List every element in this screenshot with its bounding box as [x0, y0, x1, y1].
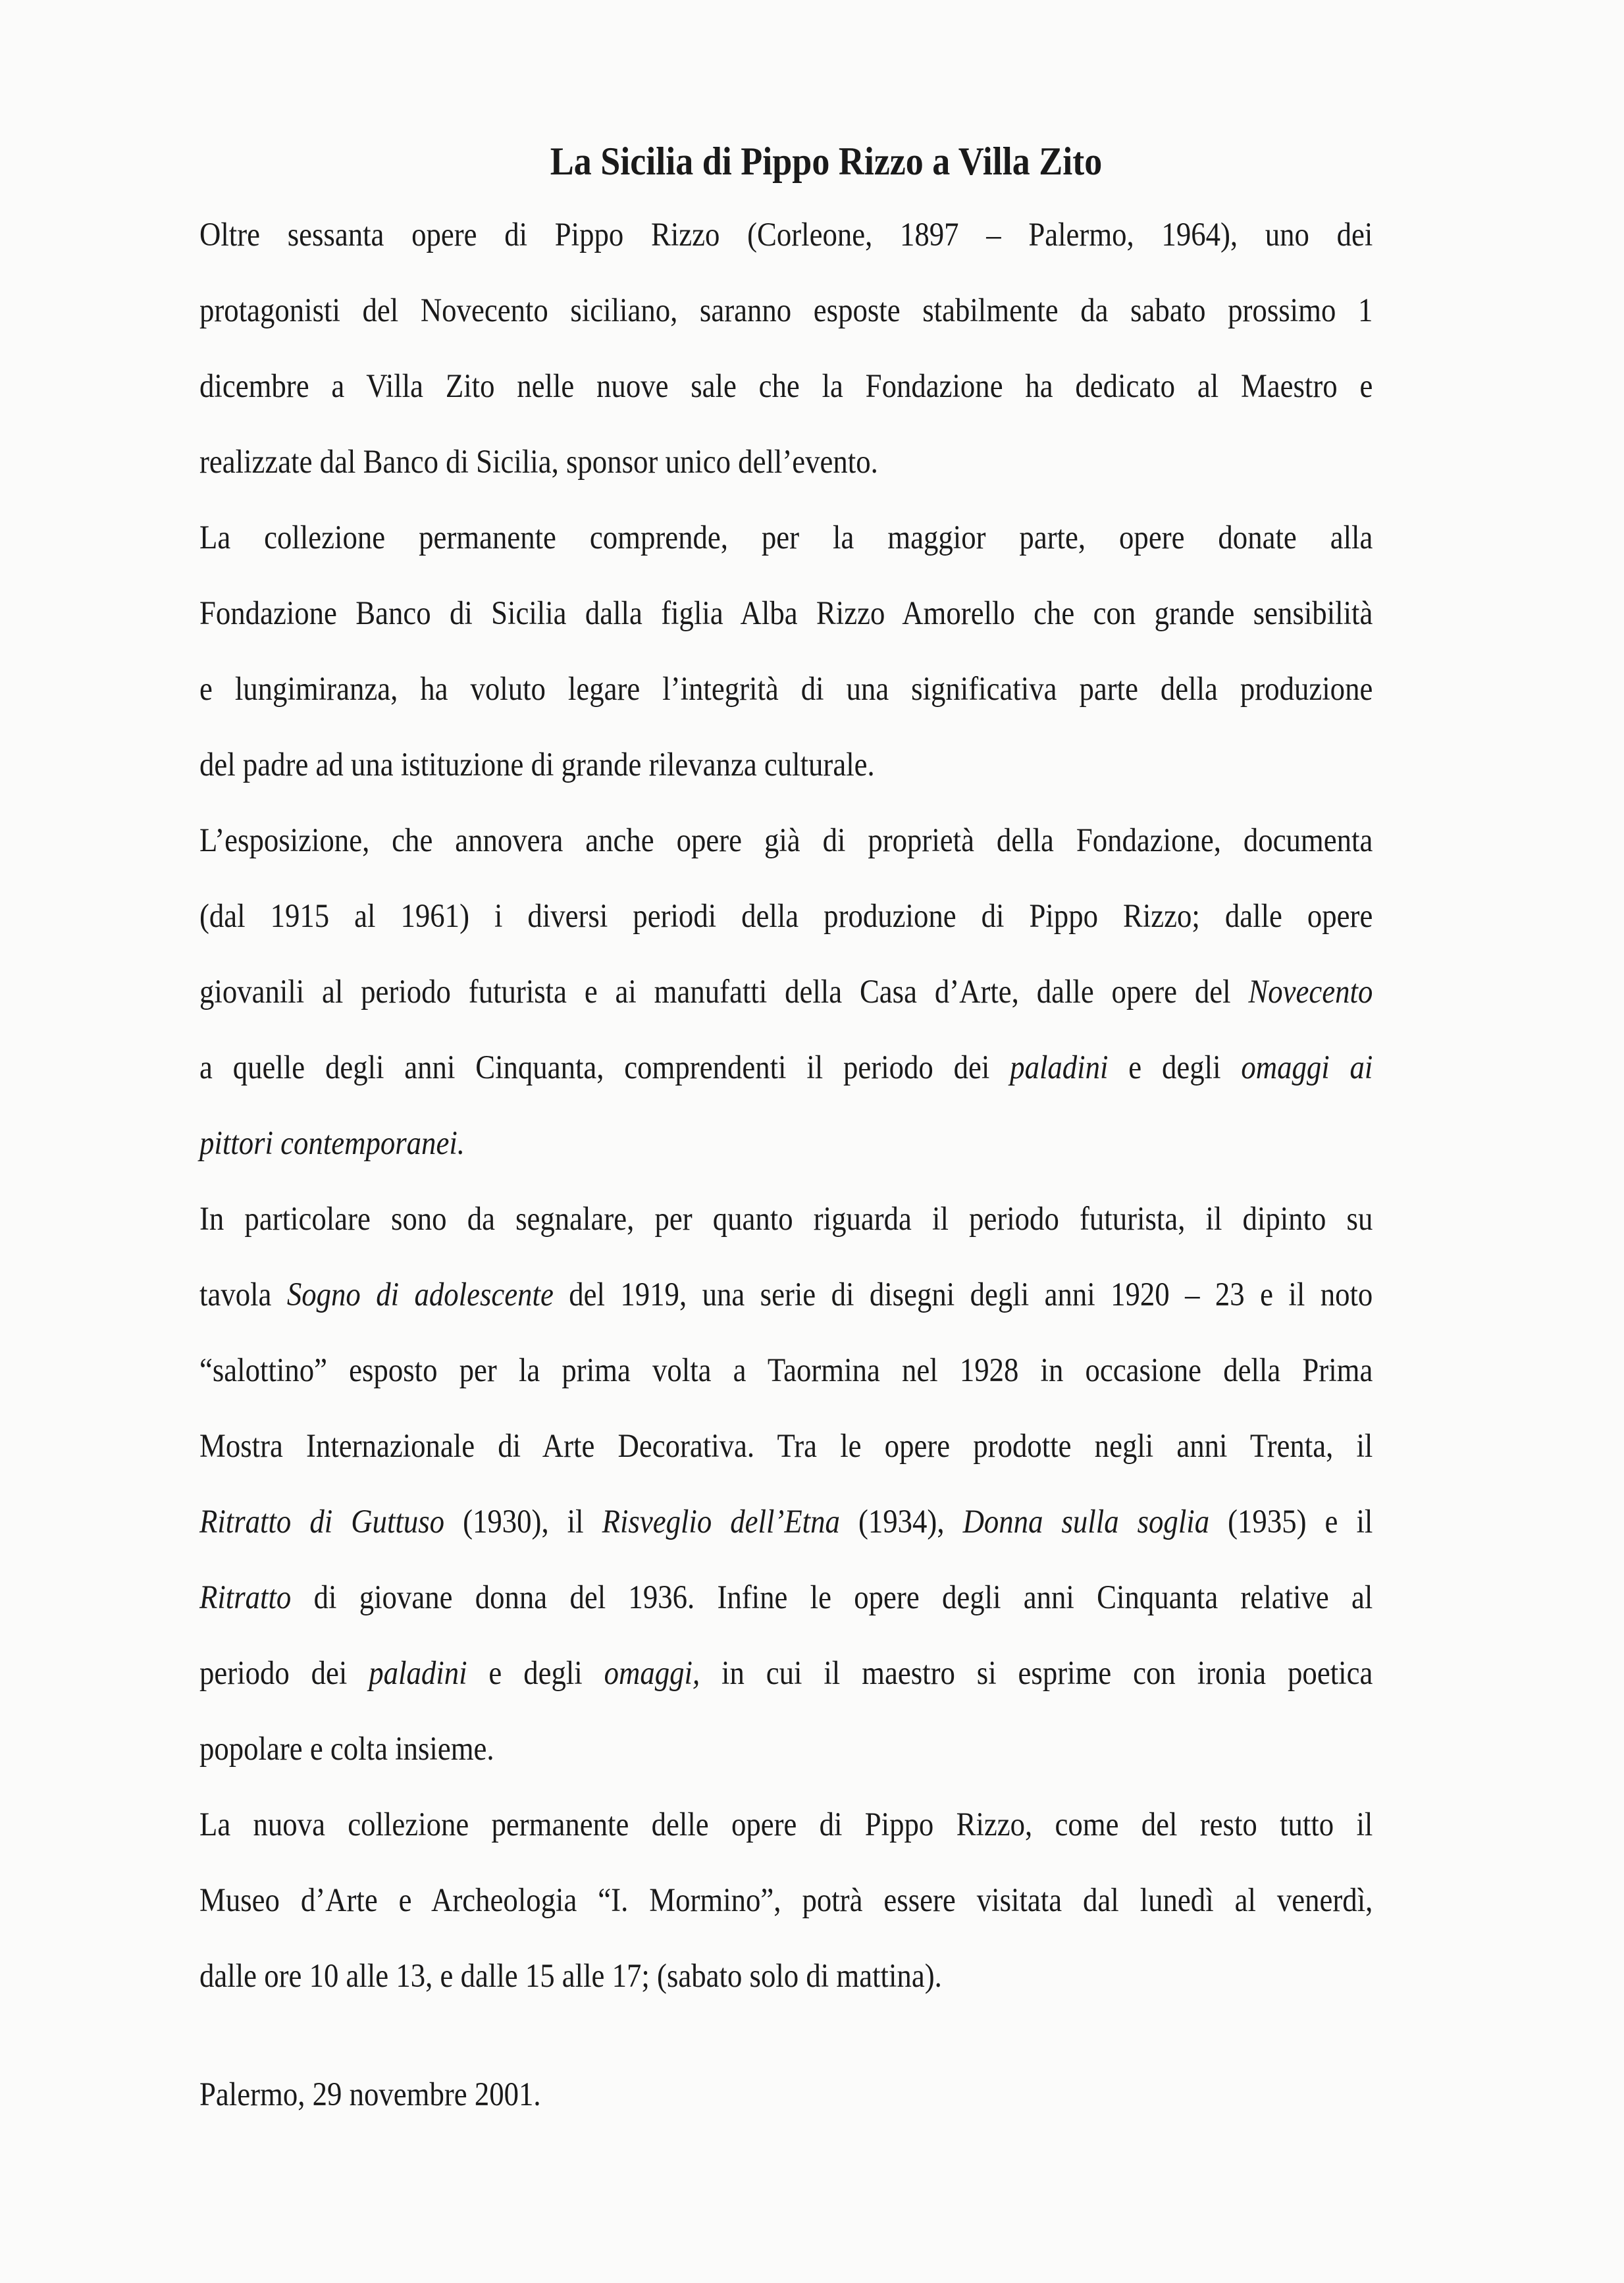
italic-title-text: paladini: [369, 1655, 467, 1692]
body-text: In particolare sono da segnalare, per quanto riguarda il periodo futurista, il dipinto su: [199, 1201, 1373, 1238]
body-text: e lungimiranza, ha voluto legare l’integrità di una significativa parte della produzione: [199, 671, 1373, 708]
body-text: Oltre sessanta opere di Pippo Rizzo (Corleone, 1897 – Palermo, 1964), uno dei: [199, 217, 1373, 253]
italic-title-text: Sogno di adolescente: [286, 1276, 554, 1313]
text-line: [199, 1182, 1373, 1257]
text-line: [199, 349, 1373, 425]
text-line: [199, 879, 1373, 955]
body-text: La collezione permanente comprende, per la maggior parte, opere donate alla: [199, 519, 1373, 556]
text-line: [199, 500, 1373, 576]
body-text: “salottino” esposto per la prima volta a Taormina nel 1928 in occasione della Prima: [199, 1352, 1373, 1389]
text-line: [199, 197, 1373, 273]
text-line: [199, 727, 1373, 803]
body-text: e degli: [467, 1655, 604, 1692]
italic-title-text: Novecento: [1248, 974, 1373, 1010]
text-line: [199, 1712, 1373, 1787]
text-line: [199, 1030, 1373, 1106]
body-text: a quelle degli anni Cinquanta, comprendenti il periodo dei: [199, 1049, 1010, 1086]
text-line: [199, 1863, 1373, 1939]
body-text: del padre ad una istituzione di grande rilevanza culturale.: [199, 747, 875, 783]
text-line: [199, 803, 1373, 879]
document-title: La Sicilia di Pippo Rizzo a Villa Zito: [550, 140, 1103, 183]
place-date-signature: Palermo, 29 novembre 2001.: [199, 2076, 541, 2113]
italic-title-text: pittori contemporanei.: [199, 1125, 465, 1162]
text-line: [199, 1787, 1373, 1863]
text-line: [199, 652, 1373, 727]
body-text: tavola: [199, 1276, 287, 1313]
body-text: (1934),: [839, 1504, 963, 1540]
italic-title-text: omaggi ai: [1241, 1049, 1373, 1086]
body-text: Mostra Internazionale di Arte Decorativa. Tra le opere prodotte negli anni Trenta, il: [199, 1428, 1373, 1465]
body-text: realizzate dal Banco di Sicilia, sponsor unico dell’evento.: [199, 444, 878, 481]
body-text: (1930), il: [444, 1504, 602, 1540]
text-line: [199, 576, 1373, 652]
body-text: L’esposizione, che annovera anche opere già di proprietà della Fondazione, documenta: [199, 822, 1373, 859]
text-line: [199, 1106, 1373, 1182]
body-text: dalle ore 10 alle 13, e dalle 15 alle 17; (sabato solo di mattina).: [199, 1958, 942, 1995]
body-text: giovanili al periodo futurista e ai manufatti della Casa d’Arte, dalle opere del: [199, 974, 1249, 1010]
text-line: [199, 955, 1373, 1030]
italic-title-text: omaggi,: [604, 1655, 700, 1692]
body-text: (dal 1915 al 1961) i diversi periodi della produzione di Pippo Rizzo; dalle opere: [199, 898, 1373, 935]
text-line: [199, 1409, 1373, 1484]
text-line: [199, 273, 1373, 349]
body-text: (1935) e il: [1209, 1504, 1373, 1540]
text-line: [199, 1939, 1373, 2014]
italic-title-text: Ritratto di Guttuso: [199, 1504, 445, 1540]
body-text: Museo d’Arte e Archeologia “I. Mormino”, potrà essere visitata dal lunedì al venerdì,: [199, 1882, 1373, 1919]
italic-title-text: paladini: [1010, 1049, 1109, 1086]
italic-title-text: Risveglio dell’Etna: [602, 1504, 840, 1540]
body-text: e degli: [1108, 1049, 1242, 1086]
body-text: popolare e colta insieme.: [199, 1731, 494, 1768]
italic-title-text: Donna sulla soglia: [962, 1504, 1210, 1540]
body-text: del 1919, una serie di disegni degli anni 1920 – 23 e il noto: [553, 1276, 1373, 1313]
body-text: Fondazione Banco di Sicilia dalla figlia Alba Rizzo Amorello che con grande sensibilità: [199, 595, 1373, 632]
body-text: di giovane donna del 1936. Infine le opere degli anni Cinquanta relative al: [291, 1579, 1373, 1616]
body-text: protagonisti del Novecento siciliano, saranno esposte stabilmente da sabato prossimo 1: [199, 292, 1373, 329]
text-line: [199, 1636, 1373, 1712]
text-line: [199, 1560, 1373, 1636]
text-line: [199, 1484, 1373, 1560]
text-line: [199, 1257, 1373, 1333]
text-line: [199, 425, 1373, 500]
body-text: dicembre a Villa Zito nelle nuove sale che la Fondazione ha dedicato al Maestro e: [199, 368, 1373, 405]
body-text: periodo dei: [199, 1655, 369, 1692]
italic-title-text: Ritratto: [199, 1579, 292, 1616]
body-text: in cui il maestro si esprime con ironia poetica: [700, 1655, 1373, 1692]
body-text: La nuova collezione permanente delle opere di Pippo Rizzo, come del resto tutto il: [199, 1806, 1373, 1843]
text-line: [199, 1333, 1373, 1409]
